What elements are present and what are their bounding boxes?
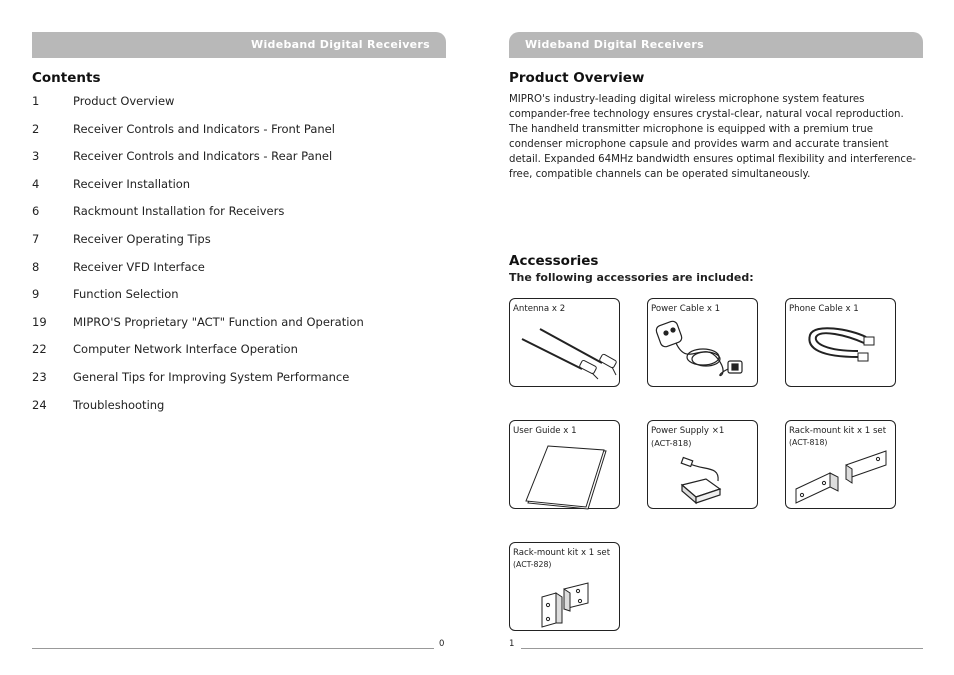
- toc-item-label: Function Selection: [73, 287, 179, 302]
- accessory-label: Rack-mount kit x 1 set: [789, 426, 887, 436]
- user-guide-icon: [510, 421, 621, 510]
- right-page: [509, 0, 923, 675]
- accessory-model: (ACT-818): [789, 438, 828, 447]
- product-overview-text: MIPRO's industry-leading digital wireless microphone system features compander-free technology ensures crystal-clear, natural vocal reproduction. The handheld transmitter microphone is equipped with a premium true condenser microphone capsule and provides warm and accurate transient detail. Expanded 64MHz bandwidth ensures optimal flexibility and interference-free, compatible channels can be operated simultaneously.: [509, 94, 916, 180]
- toc-page-number: 22: [32, 342, 47, 357]
- toc-item[interactable]: [32, 143, 446, 171]
- left-page-number: 0: [439, 639, 445, 649]
- antenna-icon: [510, 299, 621, 388]
- accessory-model: (ACT-828): [513, 560, 552, 569]
- right-header-title: Wideband Digital Receivers: [525, 38, 704, 51]
- left-header-title: Wideband Digital Receivers: [251, 38, 430, 51]
- accessory-label: Power Supply ×1: [651, 426, 725, 436]
- toc-item[interactable]: [32, 364, 446, 392]
- toc-page-number: 23: [32, 369, 47, 384]
- right-header-bar: [509, 32, 923, 58]
- toc-item-label: Receiver Installation: [73, 176, 191, 191]
- power-cable-icon: [648, 299, 759, 388]
- toc-page-number: 8: [32, 259, 40, 274]
- toc-item[interactable]: [32, 198, 446, 226]
- toc-item-label: Receiver VFD Interface: [73, 259, 205, 274]
- toc-item-label: Receiver Controls and Indicators - Rear Panel: [73, 149, 333, 164]
- toc-item-label: Troubleshooting: [73, 397, 165, 412]
- accessory-label: Phone Cable x 1: [789, 304, 859, 314]
- accessory-label: User Guide x 1: [513, 426, 577, 436]
- accessory-label: Rack-mount kit x 1 set: [513, 548, 611, 558]
- toc-item[interactable]: [32, 226, 446, 254]
- toc-item[interactable]: [32, 88, 446, 116]
- rack-kit-small-icon: [510, 543, 621, 632]
- toc-item-label: Receiver Controls and Indicators - Front Panel: [73, 121, 335, 136]
- toc-item[interactable]: [32, 281, 446, 309]
- contents-title: Contents: [32, 70, 101, 86]
- accessory-label: Power Cable x 1: [651, 304, 721, 314]
- toc-item[interactable]: [32, 171, 446, 199]
- toc-item-label: MIPRO'S Proprietary "ACT" Function and Operation: [73, 314, 364, 329]
- left-page: [32, 0, 446, 675]
- accessories-title: Accessories: [509, 253, 599, 269]
- toc-page-number: 9: [32, 287, 40, 302]
- product-overview-title: Product Overview: [509, 70, 645, 86]
- right-page-number: 1: [509, 639, 515, 649]
- toc-page-number: 19: [32, 314, 47, 329]
- phone-cable-icon: [786, 299, 897, 388]
- toc-item[interactable]: [32, 254, 446, 282]
- table-of-contents: [32, 88, 446, 419]
- toc-item-label: General Tips for Improving System Performance: [73, 369, 350, 384]
- accessory-card-antenna: [509, 298, 620, 387]
- accessory-model: (ACT-818): [651, 438, 692, 448]
- accessories-subtitle: The following accessories are included:: [509, 271, 754, 284]
- toc-item-label: Computer Network Interface Operation: [73, 342, 298, 357]
- toc-item[interactable]: [32, 309, 446, 337]
- left-header-bar: [32, 32, 446, 58]
- toc-item-label: Product Overview: [73, 94, 175, 108]
- toc-item[interactable]: [32, 116, 446, 144]
- toc-item-label: Receiver Operating Tips: [73, 231, 211, 246]
- accessory-label: Antenna x 2: [513, 304, 566, 314]
- toc-page-number: 4: [32, 176, 40, 191]
- toc-page-number: 7: [32, 231, 40, 246]
- toc-page-number: 6: [32, 204, 40, 219]
- toc-page-number: 3: [32, 149, 40, 164]
- toc-item-label: Rackmount Installation for Receivers: [73, 204, 285, 219]
- toc-page-number: 2: [32, 121, 40, 136]
- rack-kit-icon: [786, 421, 897, 510]
- accessory-card-rack-kit-828: [509, 542, 620, 631]
- accessory-card-phone-cable: [785, 298, 896, 387]
- power-supply-icon: [648, 421, 759, 510]
- accessory-card-rack-kit-818: [785, 420, 896, 509]
- toc-item[interactable]: [32, 336, 446, 364]
- right-footer-line: [521, 648, 923, 649]
- toc-item[interactable]: [32, 392, 446, 420]
- toc-page-number: 24: [32, 397, 47, 412]
- accessory-card-power-supply: [647, 420, 758, 509]
- left-footer-line: [32, 648, 434, 649]
- accessory-card-user-guide: [509, 420, 620, 509]
- accessory-card-power-cable: [647, 298, 758, 387]
- toc-page-number: 1: [32, 94, 40, 108]
